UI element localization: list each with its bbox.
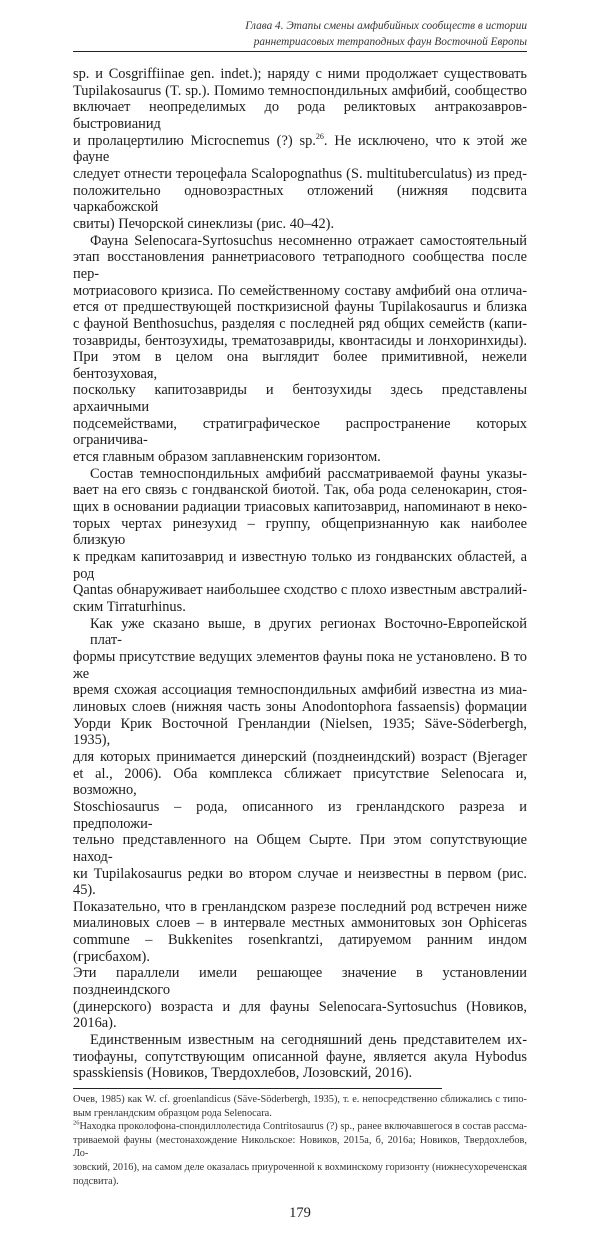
text-segment: Эти параллели имели решающее значение в установлении позднеиндского (73, 965, 527, 999)
text-line (73, 582, 527, 599)
text-line (73, 932, 527, 965)
text-segment: для которых принимается динерский (позднеиндский) возраст (Bjerager (73, 748, 527, 765)
text-line (73, 1175, 527, 1189)
text-line (73, 66, 527, 83)
text-line (73, 482, 527, 499)
text-segment: (динерского) возраста и для фауны Selenocara-Syrtosuchus (Новиков, 2016a). (73, 998, 527, 1032)
text-segment: зовский, 2016), на самом деле оказалась приуроченной к вохминскому горизонту (нижнесухореченская (73, 1162, 527, 1173)
text-line (73, 1161, 527, 1175)
text-segment: линовых слоев (нижняя часть зоны Anodontophora fassaensis) формации (73, 698, 527, 715)
text-line (73, 516, 527, 549)
paragraph (73, 466, 527, 616)
text-segment: мотриасового кризиса. По семейственному составу амфибий она отлича- (73, 282, 527, 299)
paragraph (73, 66, 527, 233)
footnote (73, 1093, 527, 1120)
text-segment: триваемой фауны (местонахождение Никольское: Новиков, 2015a, б, 2016a; Новиков, Твердохлебов, Ло- (73, 1134, 527, 1160)
text-line (73, 899, 527, 916)
text-segment: торых чертах ринезухид – группу, общепризнанную как наиболее близкую (73, 515, 527, 549)
text-segment: Фауна Selenocara-Syrtosuchus несомненно отражает самостоятельный (90, 232, 527, 249)
text-segment: Единственным известным на сегодняшний день представителем их- (90, 1032, 527, 1049)
text-line (73, 283, 527, 300)
paragraph (73, 233, 527, 466)
text-line (73, 83, 527, 100)
text-segment: Stoschiosaurus – рода, описанного из гренландского разреза и предположи- (73, 798, 527, 832)
text-line (73, 183, 527, 216)
text-line (73, 316, 527, 333)
text-segment: Очев, 1985) как W. cf. groenlandicus (Säve-Söderbergh, 1935), т. е. непосредственно сближались с типо- (73, 1094, 527, 1106)
text-segment: к предкам капитозаврид и известную только из гондванских областей, а род (73, 549, 527, 582)
paragraph (73, 616, 527, 1032)
text-line (73, 233, 527, 250)
header-divider (73, 51, 527, 52)
text-segment: et al., 2006). Оба комплекса сближает присутствие Selenocara и, возможно, (73, 765, 527, 799)
page-number: 179 (289, 1205, 311, 1222)
text-segment: тиофауны, сопутствующим описанной фауне, является акула Hybodus (73, 1048, 527, 1065)
main-text (73, 66, 527, 1082)
text-segment: следует отнести тероцефала Scalopognathus (S. multituberculatus) из пред- (73, 165, 527, 182)
text-segment: Qantas обнаруживает наибольшее сходство с плохо известным австралий- (73, 582, 527, 599)
text-line (73, 349, 527, 382)
paragraph (73, 1032, 527, 1082)
text-line (73, 716, 527, 749)
page (73, 0, 527, 1252)
text-segment: положительно одновозрастных отложений (нижняя подсвита чаркабожской (73, 182, 527, 216)
text-line (73, 799, 527, 832)
text-line (73, 965, 527, 998)
footnote-divider (73, 1088, 442, 1089)
text-segment: миалиновых слоев – в интервале местных аммонитовых зон Ophiceras (73, 915, 527, 932)
text-line (73, 333, 527, 350)
footnotes (73, 1093, 527, 1188)
text-segment: щих в основании радиации триасовых капитозаврид, напоминают в неко- (73, 499, 527, 516)
text-segment: ки Tupilakosaurus редки во втором случае и неизвестны в первом (рис. 45). (73, 865, 527, 899)
text-line (73, 766, 527, 799)
text-line (73, 99, 527, 132)
text-segment: тельно представленного на Общем Сырте. При этом сопутствующие наход- (73, 832, 527, 865)
text-segment: ется главным образом заплавненским горизонтом. (73, 449, 381, 466)
footnote-marker: 26 (73, 1119, 80, 1127)
running-header-line-1: Глава 4. Этапы смены амфибийных сообществ в истории (245, 20, 527, 32)
text-segment: Уорди Крик Восточной Гренландии (Nielsen, 1935; Säve-Söderbergh, 1935), (73, 715, 527, 749)
text-line (73, 915, 527, 932)
text-line (73, 1134, 527, 1161)
text-segment: spasskiensis (Новиков, Твердохлебов, Лозовский, 2016). (73, 1065, 413, 1082)
footnote (73, 1120, 527, 1188)
text-line (73, 249, 527, 282)
text-segment: формы присутствие ведущих элементов фауны пока не установлено. В то же (73, 648, 527, 682)
text-segment: При этом в целом она выглядит более примитивной, нежели бентозуховая, (73, 349, 527, 382)
text-segment: Находка проколофона-спондиллолестида Contritosaurus (?) sp., ранее включавшегося в состав рассма- (79, 1121, 527, 1133)
text-line (73, 1049, 527, 1066)
text-line (73, 299, 527, 316)
text-segment: подсемействами, стратиграфическое распространение которых ограничива- (73, 415, 527, 449)
text-line (73, 1032, 527, 1049)
text-line (73, 649, 527, 682)
text-line (73, 382, 527, 415)
text-line (73, 549, 527, 582)
text-segment: commune – Bukkenites rosenkrantzi, датируемом ранним индом (грисбахом). (73, 932, 527, 965)
text-line (73, 166, 527, 183)
text-line (73, 1120, 527, 1134)
text-segment: этап восстановления раннетриасового тетраподного сообщества после пер- (73, 249, 527, 282)
text-segment: вым гренландским образцом рода Selenocara. (73, 1107, 272, 1119)
text-line (73, 133, 527, 166)
text-line (73, 466, 527, 483)
text-segment: с фауной Benthosuchus, разделяя с последней ряд общих семейств (капи- (73, 315, 527, 332)
text-line (73, 616, 527, 649)
running-header-line-2: раннетриасовых тетраподных фаун Восточной Европы (253, 36, 527, 48)
text-segment: Как уже сказано выше, в других регионах Восточно-Европейской плат- (90, 615, 527, 649)
text-segment: время схожая ассоциация темноспондильных амфибий известна из миа- (73, 682, 527, 699)
text-line (73, 599, 527, 616)
text-line (73, 1107, 527, 1121)
text-line (73, 1065, 527, 1082)
text-line (73, 749, 527, 766)
text-line (73, 449, 527, 466)
text-segment: ским Tirraturhinus. (73, 599, 186, 615)
text-line (73, 699, 527, 716)
text-segment: Tupilakosaurus (T. sp.). Помимо темноспондильных амфибий, сообщество (73, 82, 527, 99)
text-line (73, 216, 527, 233)
text-segment: Показательно, что в гренландском разрезе последний род встречен ниже (73, 898, 527, 915)
text-line (73, 866, 527, 899)
text-segment: ется от предшествующей посткризисной фауны Tupilakosaurus и близка (73, 299, 527, 316)
text-line (73, 499, 527, 516)
text-segment: вает на его связь с гондванской биотой. Так, оба рода селенокарин, стоя- (73, 482, 527, 499)
text-segment: тозавриды, бентозухиды, трематозавриды, квонтасиды и лонхоринхиды). (73, 332, 527, 349)
footnote-marker: 26 (315, 131, 324, 141)
text-segment: Состав темноспондильных амфибий рассматриваемой фауны указы- (90, 465, 527, 482)
text-segment: поскольку капитозавриды и бентозухиды здесь представлены архаичными (73, 382, 527, 416)
running-header (73, 18, 527, 50)
text-segment: подсвита). (73, 1175, 119, 1187)
text-segment: и пролацертилию Microcnemus (?) sp. (73, 132, 316, 149)
text-line (73, 999, 527, 1032)
text-line (73, 1093, 527, 1107)
text-segment: свиты) Печорской синеклизы (рис. 40–42). (73, 215, 335, 232)
text-segment: включает неопределимых до рода реликтовых антракозавров-быстровианид (73, 99, 527, 132)
text-line (73, 832, 527, 865)
text-segment: sp. и Cosgriffiinae gen. indet.); наряду с ними продолжает существовать (73, 66, 527, 82)
text-segment: . Не исключено, что к этой же фауне (73, 132, 527, 166)
text-line (73, 682, 527, 699)
text-line (73, 416, 527, 449)
